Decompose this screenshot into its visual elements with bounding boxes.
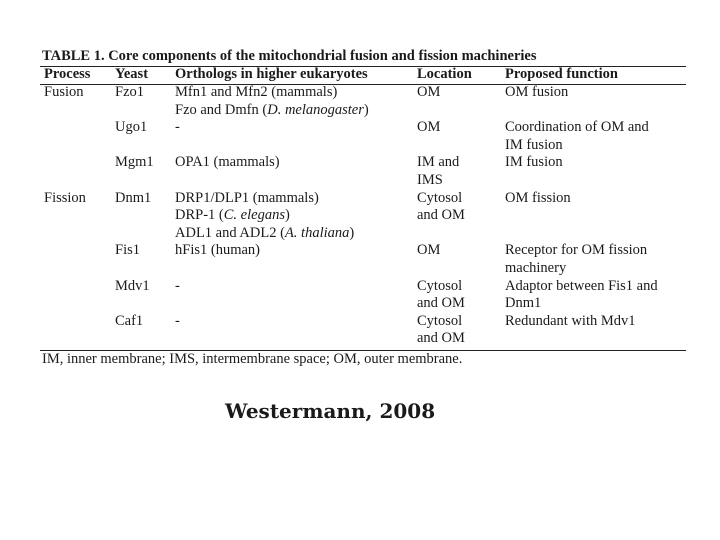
cell-line: - xyxy=(175,119,180,136)
cell-orthologs xyxy=(175,119,180,137)
cell-line xyxy=(175,207,354,225)
cell-yeast xyxy=(115,190,151,208)
cell-line xyxy=(175,84,369,102)
cell-line: IM and xyxy=(417,154,460,171)
cell-line: hFis1 (human) xyxy=(175,242,260,259)
cell-line: IMS xyxy=(417,171,443,188)
cell-yeast xyxy=(115,154,154,172)
text-segment: A. thaliana xyxy=(284,224,350,241)
cell-function xyxy=(505,119,649,154)
text-segment: DRP1/DLP1 (mammals) xyxy=(175,189,319,206)
cell-location xyxy=(417,119,440,137)
text-segment: ) xyxy=(349,224,355,241)
header-location: Location xyxy=(417,66,472,82)
cell-function xyxy=(505,84,568,102)
cell-location xyxy=(417,190,465,225)
cell-line: Mgm1 xyxy=(115,154,154,171)
cell-yeast xyxy=(115,313,143,331)
cell-line: Dnm1 xyxy=(505,295,542,312)
cell-line: - xyxy=(175,277,180,294)
cell-line: Ugo1 xyxy=(115,119,148,136)
cell-orthologs xyxy=(175,190,354,243)
cell-function xyxy=(505,154,563,172)
cell-line xyxy=(175,190,354,208)
cell-yeast xyxy=(115,119,147,137)
cell-process xyxy=(44,84,84,102)
text-segment: ) xyxy=(363,101,369,118)
cell-yeast xyxy=(115,84,144,102)
text-segment: D. melanogaster xyxy=(267,101,364,118)
cell-yeast xyxy=(115,278,150,296)
table-row xyxy=(0,278,720,313)
header-orthologs: Orthologs in higher eukaryotes xyxy=(175,66,368,82)
cell-orthologs xyxy=(175,313,180,331)
cell-line: Cytosol xyxy=(417,312,463,329)
cell-line: Adaptor between Fis1 and xyxy=(505,277,658,294)
table-body xyxy=(0,84,720,348)
cell-location xyxy=(417,154,459,189)
header-process: Process xyxy=(44,66,91,82)
cell-line: Fusion xyxy=(44,84,84,100)
table-row xyxy=(0,242,720,277)
cell-line: OM fusion xyxy=(505,84,569,100)
cell-line: and OM xyxy=(417,330,465,347)
text-segment: C. elegans xyxy=(223,207,285,224)
cell-line: Fzo1 xyxy=(115,84,144,100)
table-row xyxy=(0,84,720,119)
cell-location xyxy=(417,278,465,313)
text-segment: Fzo and Dmfn ( xyxy=(175,101,268,118)
cell-line: Fission xyxy=(44,189,86,206)
cell-line: and OM xyxy=(417,295,465,312)
cell-function xyxy=(505,278,658,313)
cell-function xyxy=(505,313,636,331)
text-segment: ADL1 and ADL2 ( xyxy=(175,224,285,241)
cell-line: IM fusion xyxy=(505,136,563,153)
cell-line: Cytosol xyxy=(417,277,463,294)
cell-line: Dnm1 xyxy=(115,189,152,206)
cell-line: Cytosol xyxy=(417,189,463,206)
cell-function xyxy=(505,190,571,208)
text-segment: Mfn1 and Mfn2 (mammals) xyxy=(175,84,338,100)
header-yeast: Yeast xyxy=(115,66,149,82)
cell-line: and OM xyxy=(417,207,465,224)
citation: Westermann, 2008 xyxy=(225,399,436,423)
header-function: Proposed function xyxy=(505,66,618,82)
cell-line: Redundant with Mdv1 xyxy=(505,312,636,329)
cell-line: Caf1 xyxy=(115,312,144,329)
table-title: TABLE 1. Core components of the mitochondrial fusion and fission machineries xyxy=(42,48,537,64)
cell-line: OM xyxy=(417,242,441,259)
text-segment: DRP-1 ( xyxy=(175,207,224,224)
cell-line xyxy=(175,102,369,120)
cell-line: Coordination of OM and xyxy=(505,119,649,136)
cell-line: OM xyxy=(417,119,441,136)
cell-line: Receptor for OM fission xyxy=(505,242,648,259)
cell-orthologs xyxy=(175,278,180,296)
table-row xyxy=(0,119,720,154)
table-row xyxy=(0,313,720,348)
cell-orthologs xyxy=(175,84,369,119)
cell-line: OM fission xyxy=(505,189,571,206)
table-footnote: IM, inner membrane; IMS, intermembrane space; OM, outer membrane. xyxy=(42,351,463,367)
cell-line: OM xyxy=(417,84,441,100)
cell-line: Fis1 xyxy=(115,242,140,259)
cell-line: IM fusion xyxy=(505,154,563,171)
cell-line: OPA1 (mammals) xyxy=(175,154,280,171)
table-row xyxy=(0,154,720,189)
cell-line: Mdv1 xyxy=(115,277,150,294)
cell-location xyxy=(417,84,440,102)
cell-orthologs xyxy=(175,242,260,260)
text-segment: ) xyxy=(284,207,290,224)
table-row xyxy=(0,190,720,243)
cell-line: - xyxy=(175,312,180,329)
cell-orthologs xyxy=(175,154,280,172)
cell-function xyxy=(505,242,647,277)
cell-location xyxy=(417,242,440,260)
cell-line: machinery xyxy=(505,259,567,276)
cell-location xyxy=(417,313,465,348)
cell-line xyxy=(175,225,354,243)
cell-process xyxy=(44,190,86,208)
cell-yeast xyxy=(115,242,140,260)
